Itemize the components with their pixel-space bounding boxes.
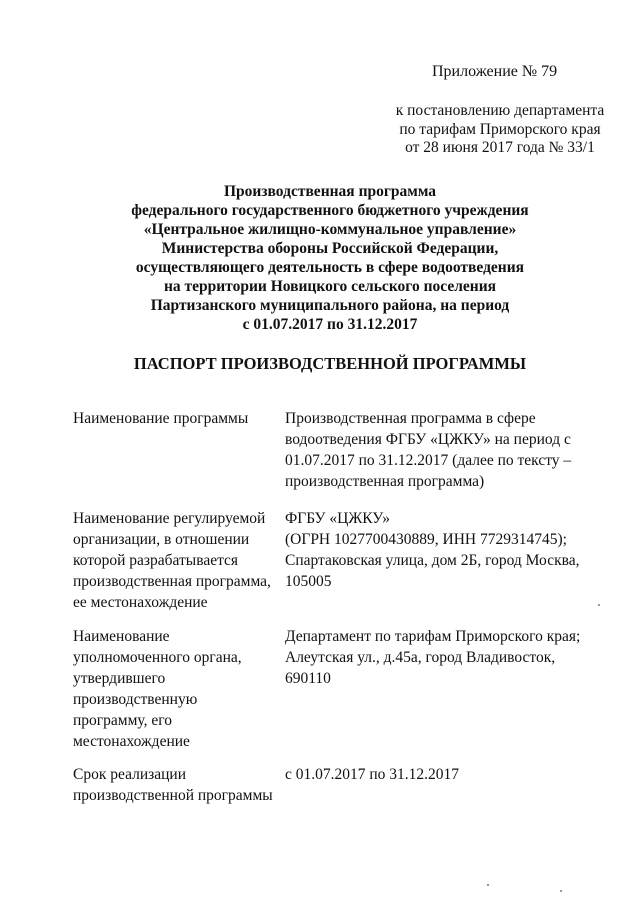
value-line: 105005 — [285, 573, 332, 590]
passport-heading: ПАСПОРТ ПРОИЗВОДСТВЕННОЙ ПРОГРАММЫ — [133, 354, 527, 373]
decree-reference — [380, 102, 620, 158]
row-value — [285, 626, 580, 689]
label-line: уполномоченного органа, — [73, 649, 242, 666]
title-line: Министерства обороны Российской Федерации, — [161, 240, 499, 257]
value-line: Спартаковская улица, дом 2Б, город Москва, — [285, 552, 580, 569]
scan-speck — [560, 890, 562, 892]
title-line: Партизанского муниципального района, на период — [150, 297, 510, 314]
label-line: программу, его — [73, 712, 172, 729]
row-label — [73, 626, 242, 752]
label-line: производственную — [73, 691, 198, 708]
scan-speck — [598, 604, 600, 606]
value-line: с 01.07.2017 по 31.12.2017 — [285, 766, 460, 783]
value-line: производственная программа) — [285, 473, 485, 490]
row-label — [73, 408, 248, 429]
annex-number: Приложение № 79 — [432, 63, 558, 80]
label-line: ее местонахождение — [73, 594, 208, 611]
label-line: Срок реализации — [73, 766, 186, 783]
decree-line: к постановлению департамента — [395, 102, 605, 119]
row-value — [285, 508, 579, 592]
label-line: производственная программа, — [73, 573, 271, 590]
scan-speck — [487, 884, 489, 886]
title-line: на территории Новицкого сельского поселения — [163, 278, 497, 295]
title-line: Производственная программа — [223, 183, 437, 200]
label-line: которой разрабатывается — [73, 552, 239, 569]
decree-line: от 28 июня 2017 года № 33/1 — [405, 139, 595, 156]
title-line: «Центральное жилищно-коммунальное управление» — [143, 221, 517, 238]
row-value — [285, 764, 459, 785]
value-line: 690110 — [285, 670, 331, 687]
title-line: с 01.07.2017 по 31.12.2017 — [242, 316, 418, 333]
label-line: Наименование регулируемой — [73, 510, 266, 527]
value-line: ФГБУ «ЦЖКУ» — [285, 510, 391, 527]
document-title — [120, 182, 540, 334]
value-line: водоотведения ФГБУ «ЦЖКУ» на период с — [285, 431, 571, 448]
title-line: осуществляющего деятельность в сфере водоотведения — [135, 259, 525, 276]
label-line: организации, в отношении — [73, 531, 250, 548]
label-line: местонахождение — [73, 733, 190, 750]
value-line: 01.07.2017 по 31.12.2017 (далее по тексту – — [285, 452, 572, 469]
title-line: федерального государственного бюджетного учреждения — [131, 202, 529, 219]
row-label — [73, 764, 273, 806]
label-line: производственной программы — [73, 787, 273, 804]
label-line: Наименование — [73, 628, 170, 645]
label-line: утвердившего — [73, 670, 166, 687]
value-line: Производственная программа в сфере — [285, 410, 536, 427]
label-line: Наименование программы — [73, 410, 249, 427]
decree-line: по тарифам Приморского края — [399, 120, 601, 138]
value-line: Алеутская ул., д.45а, город Владивосток, — [285, 649, 556, 666]
value-line: Департамент по тарифам Приморского края; — [285, 628, 581, 645]
value-line: (ОГРН 1027700430889, ИНН 7729314745); — [285, 531, 567, 548]
row-label — [73, 508, 271, 613]
row-value — [285, 408, 571, 492]
